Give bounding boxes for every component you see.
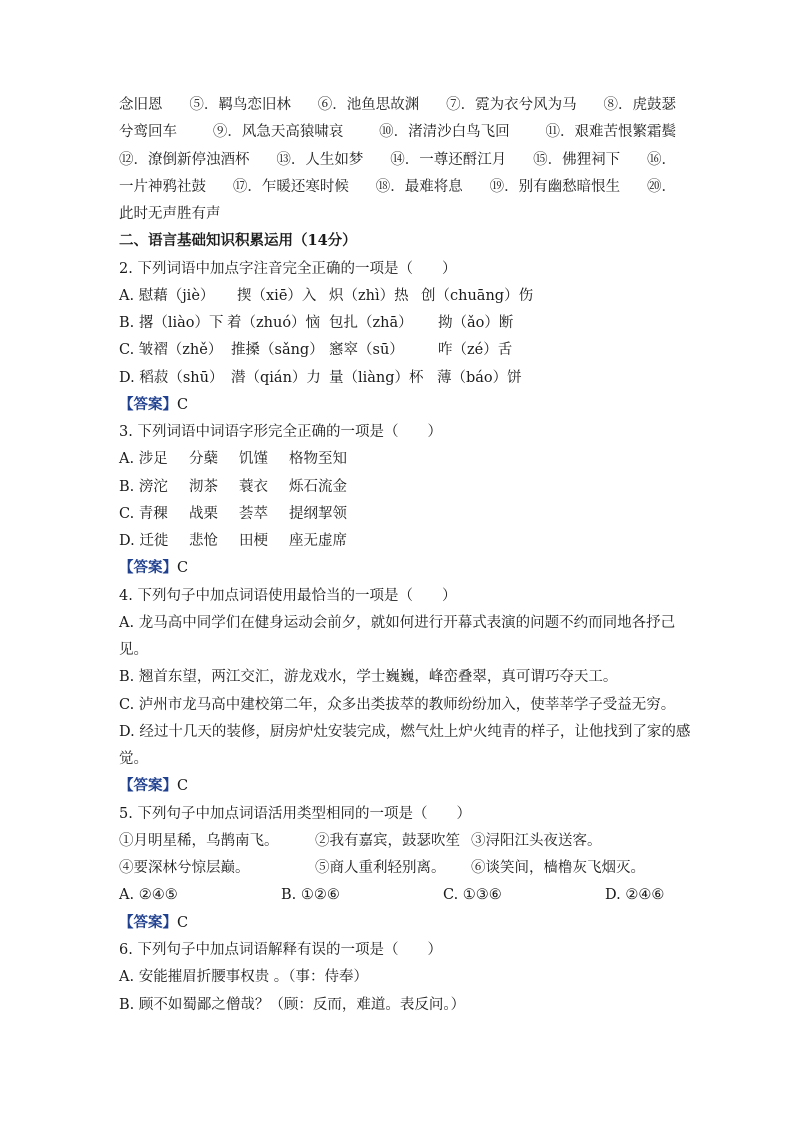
option-item: A. 慰藉（jiè）	[119, 288, 215, 304]
list-item: ⑤．羁鸟恋旧林	[189, 97, 291, 113]
option-item: 推搡（sǎng）	[231, 342, 324, 358]
option-item: 格物至知	[289, 451, 347, 467]
answer-tag: 【答案】	[119, 914, 177, 931]
option-a: A. 安能摧眉折腰事权贵 。（事：侍奉）	[119, 969, 369, 985]
answer-line	[119, 776, 676, 796]
option-item: 田梗	[239, 533, 268, 549]
option-item: 着（zhuó）恼	[227, 315, 321, 331]
option-item: A. ②④⑤	[119, 887, 178, 903]
sentence-row	[119, 831, 676, 851]
answer-list-row	[119, 95, 676, 115]
sentence-row	[119, 858, 676, 878]
answer-value: C	[177, 915, 189, 931]
option-item: C. ①③⑥	[443, 887, 502, 903]
option-item: D. 迁徙	[119, 533, 169, 549]
option-b: B. 顾不如蜀鄙之僧哉？（顾：反而，难道。表反问。）	[119, 997, 466, 1013]
answer-tag: 【答案】	[119, 777, 177, 794]
option-d	[119, 368, 676, 388]
question-stem: 3. 下列词语中词语字形完全正确的一项是（ ）	[119, 424, 442, 440]
option-d	[119, 531, 676, 551]
question-stem: 5. 下列句子中加点词语活用类型相同的一项是（ ）	[119, 806, 471, 822]
list-item: ⑱．最难将息	[375, 179, 463, 195]
option-a	[119, 286, 676, 306]
list-item: 一片神鸦社鼓	[119, 179, 206, 195]
option-item: C. 皱褶（zhě）	[119, 342, 223, 358]
list-item: ⑮．佛狸祠下	[533, 152, 621, 168]
option-item: D. 稻菽（shū）	[119, 370, 224, 386]
option-item: 饥馑	[239, 451, 268, 467]
sentence-item: ⑤商人重利轻别离。	[315, 860, 446, 876]
list-item: ⑥．池鱼思故渊	[317, 97, 420, 113]
option-a-continued: 见。	[119, 642, 148, 658]
sentence-item: ⑥谈笑间，樯橹灰飞烟灭。	[471, 860, 645, 876]
option-c	[119, 340, 676, 360]
option-item: 量（liàng）杯	[329, 370, 424, 386]
option-item: 烁石流金	[289, 479, 347, 495]
option-item: A. 涉足	[119, 451, 168, 467]
option-b	[119, 313, 676, 333]
option-d: D. 经过十几天的装修，厨房炉灶安装完成，燃气灶上炉火纯青的样子，让他找到了家的感	[119, 724, 691, 740]
answer-value: C	[177, 560, 189, 576]
list-item: ⑯．	[647, 152, 676, 168]
list-item: ⑰．乍暖还寒时候	[232, 179, 349, 195]
answer-list-row	[119, 150, 676, 170]
option-item: 提纲挈领	[289, 506, 347, 522]
option-item: 揳（xiē）入	[237, 288, 317, 304]
answer-line	[119, 558, 676, 578]
sentence-item: ③浔阳江头夜送客。	[471, 833, 602, 849]
question-stem: 4. 下列句子中加点词语使用最恰当的一项是（ ）	[119, 588, 457, 604]
option-item: 拗（ǎo）断	[438, 315, 514, 331]
option-b	[119, 477, 676, 497]
option-item: 座无虚席	[289, 533, 347, 549]
option-item: 薄（báo）饼	[437, 370, 522, 386]
sentence-item: ④要深林兮惊层巅。	[119, 860, 250, 876]
option-item: D. ②④⑥	[605, 887, 665, 903]
answer-value: C	[177, 778, 189, 794]
answer-tag: 【答案】	[119, 559, 177, 576]
sentence-item: ①月明星稀，乌鹊南飞。	[119, 833, 279, 849]
list-item: ⑧．虎鼓瑟	[603, 97, 676, 113]
option-item: 荟萃	[239, 506, 268, 522]
list-item: 兮鸾回车	[119, 124, 177, 140]
option-b: B. 翘首东望，两江交汇，游龙戏水，学士巍巍，峰峦叠翠，真可谓巧夺天工。	[119, 669, 618, 685]
option-item: B. ①②⑥	[281, 887, 340, 903]
list-item: 念旧恩	[119, 97, 163, 113]
option-item: 战栗	[189, 506, 218, 522]
option-d-continued: 觉。	[119, 751, 148, 767]
answer-list-row	[119, 122, 676, 142]
list-item: ⑪．艰难苦恨繁霜鬓	[545, 124, 676, 140]
list-item: ⑦．霓为衣兮风为马	[446, 97, 577, 113]
option-c: C. 泸州市龙马高中建校第二年，众多出类拔萃的教师纷纷加入，使莘莘学子受益无穷。	[119, 697, 676, 713]
list-item: ⑩．渚清沙白鸟飞回	[379, 124, 510, 140]
option-item: C. 青稞	[119, 506, 168, 522]
option-item: 悲怆	[189, 533, 218, 549]
list-item: ⑨．风急天高猿啸哀	[212, 124, 344, 140]
option-item: 分蘖	[189, 451, 218, 467]
answer-tag: 【答案】	[119, 396, 177, 413]
list-item: 此时无声胜有声	[119, 206, 221, 222]
answer-line	[119, 913, 676, 933]
section-title: 二、语言基础知识积累运用（14分）	[119, 232, 357, 249]
option-item: 咋（zé）舌	[438, 342, 513, 358]
option-item: B. 滂沱	[119, 479, 168, 495]
list-item: ⑳．	[647, 179, 676, 195]
question-stem: 6. 下列句子中加点词语解释有误的一项是（ ）	[119, 942, 442, 958]
option-item: 蓑衣	[239, 479, 268, 495]
answer-list-row	[119, 177, 676, 197]
option-c	[119, 504, 676, 524]
option-item: B. 撂（liào）下	[119, 315, 224, 331]
option-a	[119, 449, 676, 469]
sentence-item: ②我有嘉宾，鼓瑟吹笙	[315, 833, 460, 849]
question-stem: 2. 下列词语中加点字注音完全正确的一项是（ ）	[119, 261, 457, 277]
option-item: 创（chuāng）伤	[421, 288, 534, 304]
option-item: 潜（qián）力	[231, 370, 321, 386]
option-item: 包扎（zhā）	[329, 315, 413, 331]
answer-value: C	[177, 397, 189, 413]
list-item: ⑫．潦倒新停浊酒杯	[119, 152, 250, 168]
option-a: A. 龙马高中同学们在健身运动会前夕，就如何进行开幕式表演的问题不约而同地各抒己	[119, 615, 676, 631]
option-item: 沏茶	[189, 479, 218, 495]
answer-line	[119, 395, 676, 415]
list-item: ⑭．一尊还酹江月	[390, 152, 507, 168]
list-item: ⑬．人生如梦	[276, 152, 364, 168]
option-item: 窸窣（sū）	[329, 342, 404, 358]
list-item: ⑲．别有幽愁暗恨生	[489, 179, 621, 195]
option-item: 炽（zhì）热	[329, 288, 409, 304]
options-row	[119, 885, 676, 905]
